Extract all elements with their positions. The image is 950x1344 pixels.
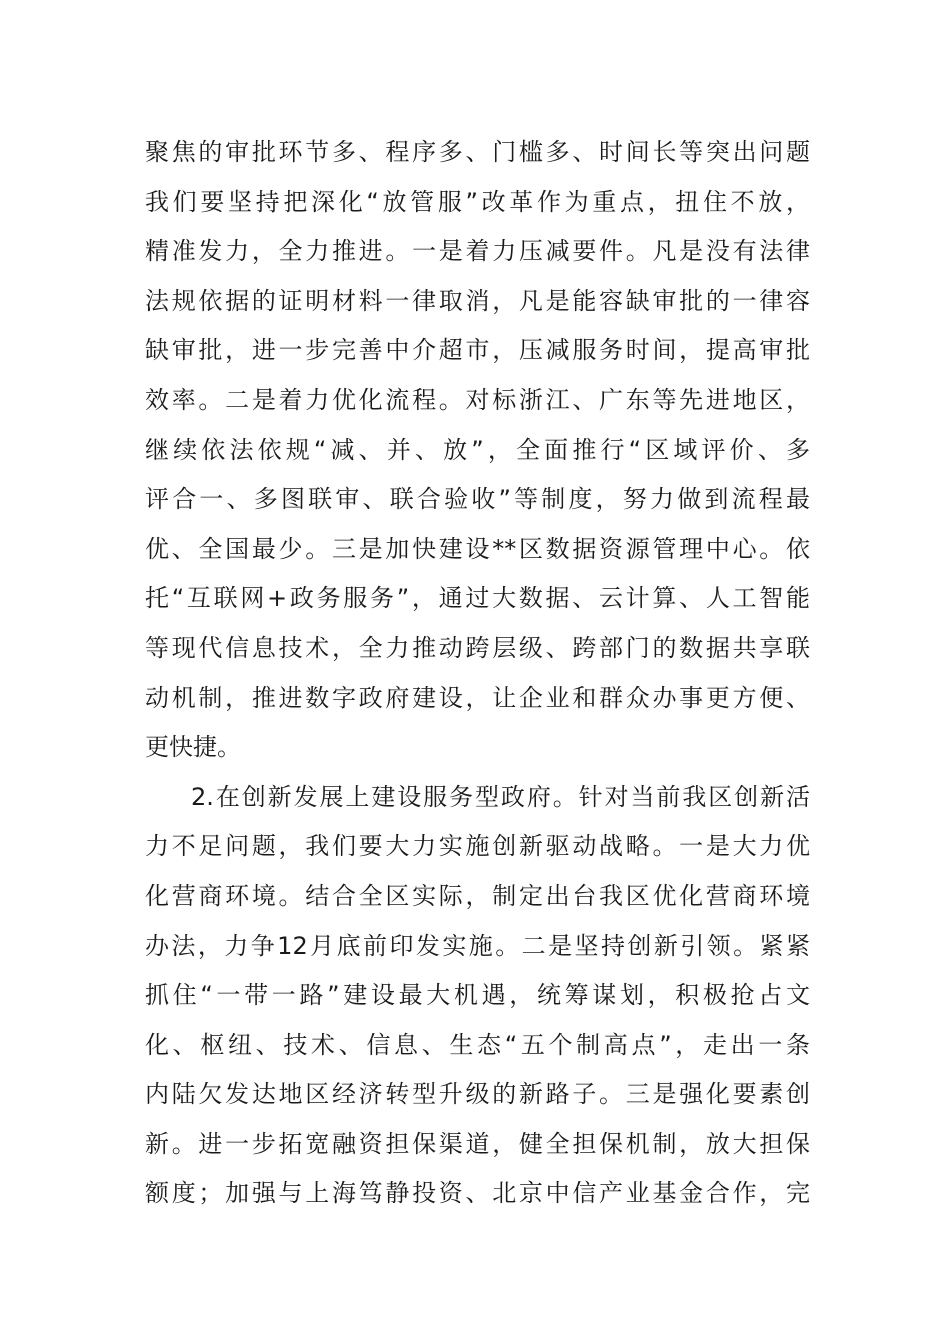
text-line: 等现代信息技术，全力推动跨层级、跨部门的数据共享联: [145, 633, 810, 662]
paragraph-2: [145, 773, 810, 1219]
text-line: 缺审批，进一步完善中介超市，压减服务时间，提高审批: [145, 336, 810, 365]
paragraph-1: [145, 128, 810, 773]
text-line: 抓住“一带一路”建设最大机遇，统筹谋划，积极抢占文: [145, 981, 810, 1010]
paragraph-heading-line: 2.在创新发展上建设服务型政府。针对当前我区创新活: [191, 782, 810, 811]
text-line: 托“互联网+政务服务”，通过大数据、云计算、人工智能: [145, 584, 810, 613]
text-line: 化、枢纽、技术、信息、生态“五个制高点”，走出一条: [145, 1030, 810, 1059]
text-line: 效率。二是着力优化流程。对标浙江、广东等先进地区，: [145, 385, 810, 414]
document-body: [145, 128, 810, 1219]
text-line: 动机制，推进数字政府建设，让企业和群众办事更方便、: [145, 683, 810, 712]
text-line: 优、全国最少。三是加快建设**区数据资源管理中心。依: [145, 534, 810, 563]
text-line: 聚焦的审批环节多、程序多、门槛多、时间长等突出问题: [145, 138, 810, 166]
text-line: 办法，力争12月底前印发实施。二是坚持创新引领。紧紧: [145, 931, 810, 960]
text-line: 评合一、多图联审、联合验收”等制度，努力做到流程最: [145, 485, 810, 514]
text-line: 法规依据的证明材料一律取消，凡是能容缺审批的一律容: [145, 286, 810, 315]
text-line: 继续依法依规“减、并、放”，全面推行“区域评价、多: [145, 435, 810, 464]
text-line: 化营商环境。结合全区实际，制定出台我区优化营商环境: [145, 881, 810, 910]
text-line: 额度；加强与上海笃静投资、北京中信产业基金合作，完: [145, 1179, 810, 1208]
text-line: 新。进一步拓宽融资担保渠道，健全担保机制，放大担保: [145, 1129, 810, 1158]
text-line: 力不足问题，我们要大力实施创新驱动战略。一是大力优: [145, 832, 810, 861]
text-line: 精准发力，全力推进。一是着力压减要件。凡是没有法律: [145, 237, 810, 266]
text-line: 内陆欠发达地区经济转型升级的新路子。三是强化要素创: [145, 1080, 810, 1109]
text-line: 更快捷。: [145, 733, 241, 762]
text-line: 我们要坚持把深化“放管服”改革作为重点，扭住不放，: [145, 187, 810, 216]
